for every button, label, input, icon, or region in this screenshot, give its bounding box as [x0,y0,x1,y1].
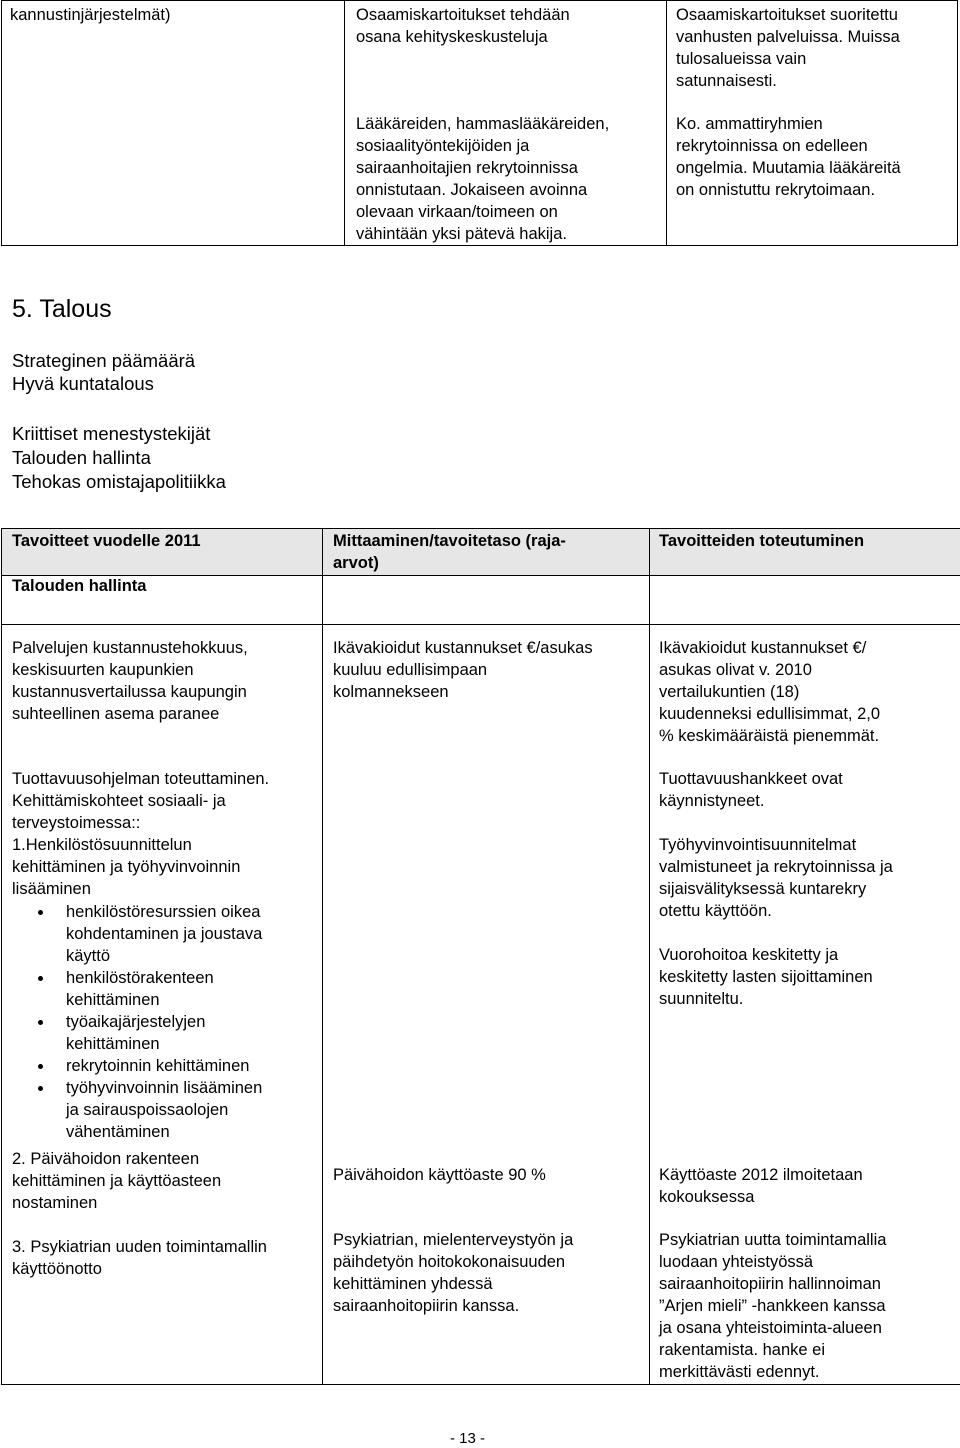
row2-realization-paragraph-1: Tuottavuushankkeet ovat käynnistyneet. [659,770,843,810]
row1-realization: Ikävakioidut kustannukset €/ asukas olivat v. 2010 vertailukuntien (18) kuudenneksi edullisimmat, 2,0 % keskimääräistä pienemmät. [659,639,881,745]
list-item: henkilöstöresurssien oikea kohdentaminen ja joustava käyttö [12,901,317,967]
row1-goal: Palvelujen kustannustehokkuus, keskisuurten kaupunkien kustannusvertailussa kaupungin suhteellinen asema paranee [12,639,248,723]
row2-goal-intro: Tuottavuusohjelman toteuttaminen. Kehittämiskohteet sosiaali- ja terveystoimessa:: 1.Henkilöstösuunnittelun kehittäminen ja työhyvinvoinnin lisääminen [12,770,270,898]
row2-goal-item-2: 2. Päivähoidon rakenteen kehittäminen ja käyttöasteen nostaminen [12,1150,222,1212]
critical-factor-2: Tehokas omistajapolitiikka [12,471,226,492]
top-col1-text: kannustinjärjestelmät) [10,6,171,24]
row2-realization-paragraph-2: Työhyvinvointisuunnitelmat valmistuneet ja rekrytoinnissa ja sijaisvälityksessä kuntarekry otettu käyttöön. [659,836,893,920]
list-item: työaikajärjestelyjen kehittäminen [12,1011,317,1055]
row2-realization-item-3: Psykiatrian uutta toimintamallia luodaan yhteistyössä sairaanhoitopiirin hallinnoiman ”Arjen mieli” -hankkeen kanssa ja osana yhteistoiminta-alueen rakentamista. hanke ei merkittävästi edennyt. [659,1231,887,1381]
page-number: - 13 - [450,1430,486,1447]
header-realization: Tavoitteiden toteutuminen [659,532,865,550]
top-col2-paragraph-2: Lääkäreiden, hammaslääkäreiden, sosiaalityöntekijöiden ja sairaanhoitajien rekrytoinnissa onnistutaan. Jokaiseen avoinna olevaan virkaan/toimeen on vähintään yksi pätevä hakija. [356,115,610,243]
strategic-goal-label: Strateginen päämäärä [12,350,196,371]
critical-factor-1: Talouden hallinta [12,447,151,468]
top-col2-paragraph-1: Osaamiskartoitukset tehdään osana kehityskeskusteluja [356,6,570,46]
top-col3-paragraph-2: Ko. ammattiryhmien rekrytoinnissa on edelleen ongelmia. Muutamia lääkäreitä on onnistuttu rekrytoimaan. [676,115,901,199]
row2-realization-paragraph-3: Vuorohoitoa keskitetty ja keskitetty lasten sijoittaminen suunniteltu. [659,946,873,1008]
subheader-cell-2 [322,575,650,625]
row2-realization-item-2: Käyttöaste 2012 ilmoitetaan kokouksessa [659,1166,863,1206]
row1-measurement: Ikävakioidut kustannukset €/asukas kuuluu edullisimpaan kolmannekseen [333,639,593,701]
list-item: rekrytoinnin kehittäminen [12,1055,317,1077]
top-col3-paragraph-1: Osaamiskartoitukset suoritettu vanhusten palveluissa. Muissa tulosalueissa vain satunnaisesti. [676,6,900,90]
subheader-cell-3 [649,575,960,625]
header-goals: Tavoitteet vuodelle 2011 [12,532,201,550]
section-heading: 5. Talous [12,295,112,323]
row2-measurement-item-2: Päivähoidon käyttöaste 90 % [333,1166,546,1184]
header-goals-subtitle: Talouden hallinta [12,577,147,595]
top-table-cell-1 [1,0,345,246]
strategic-goal-value: Hyvä kuntatalous [12,373,154,394]
header-measurement: Mittaaminen/tavoitetaso (raja- arvot) [333,532,566,572]
critical-factors-label: Kriittiset menestystekijät [12,423,211,444]
row2-goal-bullet-list [12,901,317,1143]
row2-measurement-item-3: Psykiatrian, mielenterveystyön ja päihdetyön hoitokokonaisuuden kehittäminen yhdessä sairaanhoitopiirin kanssa. [333,1231,574,1315]
list-item: työhyvinvoinnin lisääminen ja sairauspoissaolojen vähentäminen [12,1077,317,1143]
row2-goal-item-3: 3. Psykiatrian uuden toimintamallin käyttöönotto [12,1238,267,1278]
list-item: henkilöstörakenteen kehittäminen [12,967,317,1011]
